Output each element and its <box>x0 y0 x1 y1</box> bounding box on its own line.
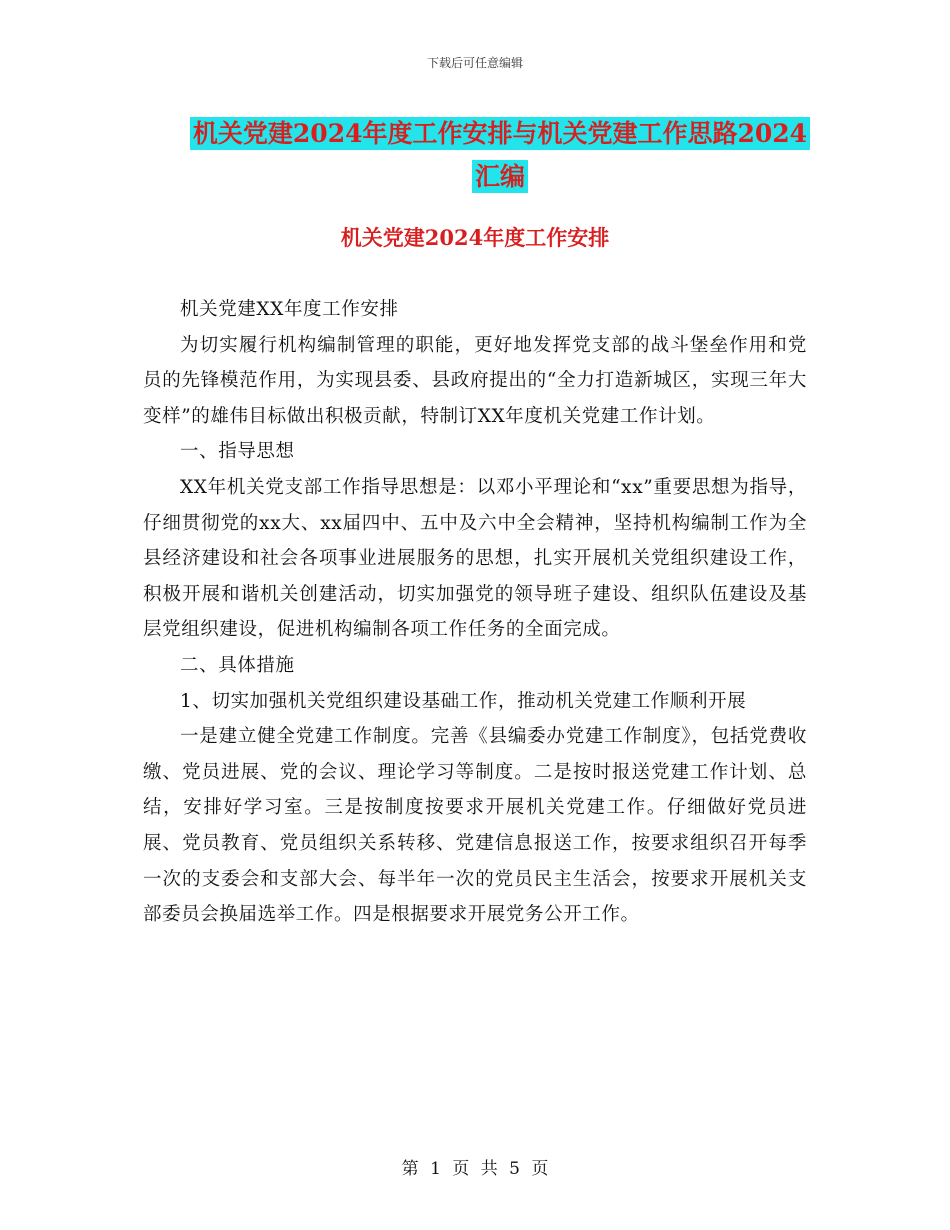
section-heading-guiding: 一、指导思想 <box>180 441 295 463</box>
paragraph-measures: 一是建立健全党建工作制度。完善《县编委办党建工作制度》，包括党费收缴、党员进展、党的会议、理论学习等制度。二是按时报送党建工作计划、总结，安排好学习室。三是按制度按要求开展机关党建工作。仔细做好党员进展、党员教育、党员组织关系转移、党建信息报送工作，按要求组织召开每季一次的支委会和支部大会、每半年一次的党员民主生活会，按要求开展机关支部委员会换届选举工作。四是根据要求开展党务公开工作。 <box>143 726 807 926</box>
paragraph-guiding: XX年机关党支部工作指导思想是：以邓小平理论和“xx”重要思想为指导，仔细贯彻党的xx大、xx届四中、五中及六中全会精神，坚持机构编制工作为全县经济建设和社会各项事业进展服务的思想，扎实开展机关党组织建设工作，积极开展和谐机关创建活动，切实加强党的领导班子建设、组织队伍建设及基层党组织建设，促进机构编制各项工作任务的全面完成。 <box>143 476 807 641</box>
section-heading-measures: 二、具体措施 <box>180 654 295 676</box>
document-title <box>180 112 820 198</box>
header-note: 下载后可任意编辑 <box>426 56 523 70</box>
body-text <box>143 292 807 933</box>
document-title-text: 机关党建2024年度工作安排与机关党建工作思路2024汇编 <box>190 117 810 193</box>
page-footer: 第 1 页 共 5 页 <box>401 1159 549 1179</box>
paragraph-heading: 机关党建XX年度工作安排 <box>180 299 399 320</box>
subsection-heading-1: 1、切实加强机关党组织建设基础工作，推动机关党建工作顺利开展 <box>180 690 747 712</box>
section-title: 机关党建2024年度工作安排 <box>340 225 610 250</box>
paragraph-intro: 为切实履行机构编制管理的职能，更好地发挥党支部的战斗堡垒作用和党员的先锋模范作用，为实现县委、县政府提出的“全力打造新城区，实现三年大变样”的雄伟目标做出积极贡献，特制订XX年度机关党建工作计划。 <box>143 334 807 427</box>
